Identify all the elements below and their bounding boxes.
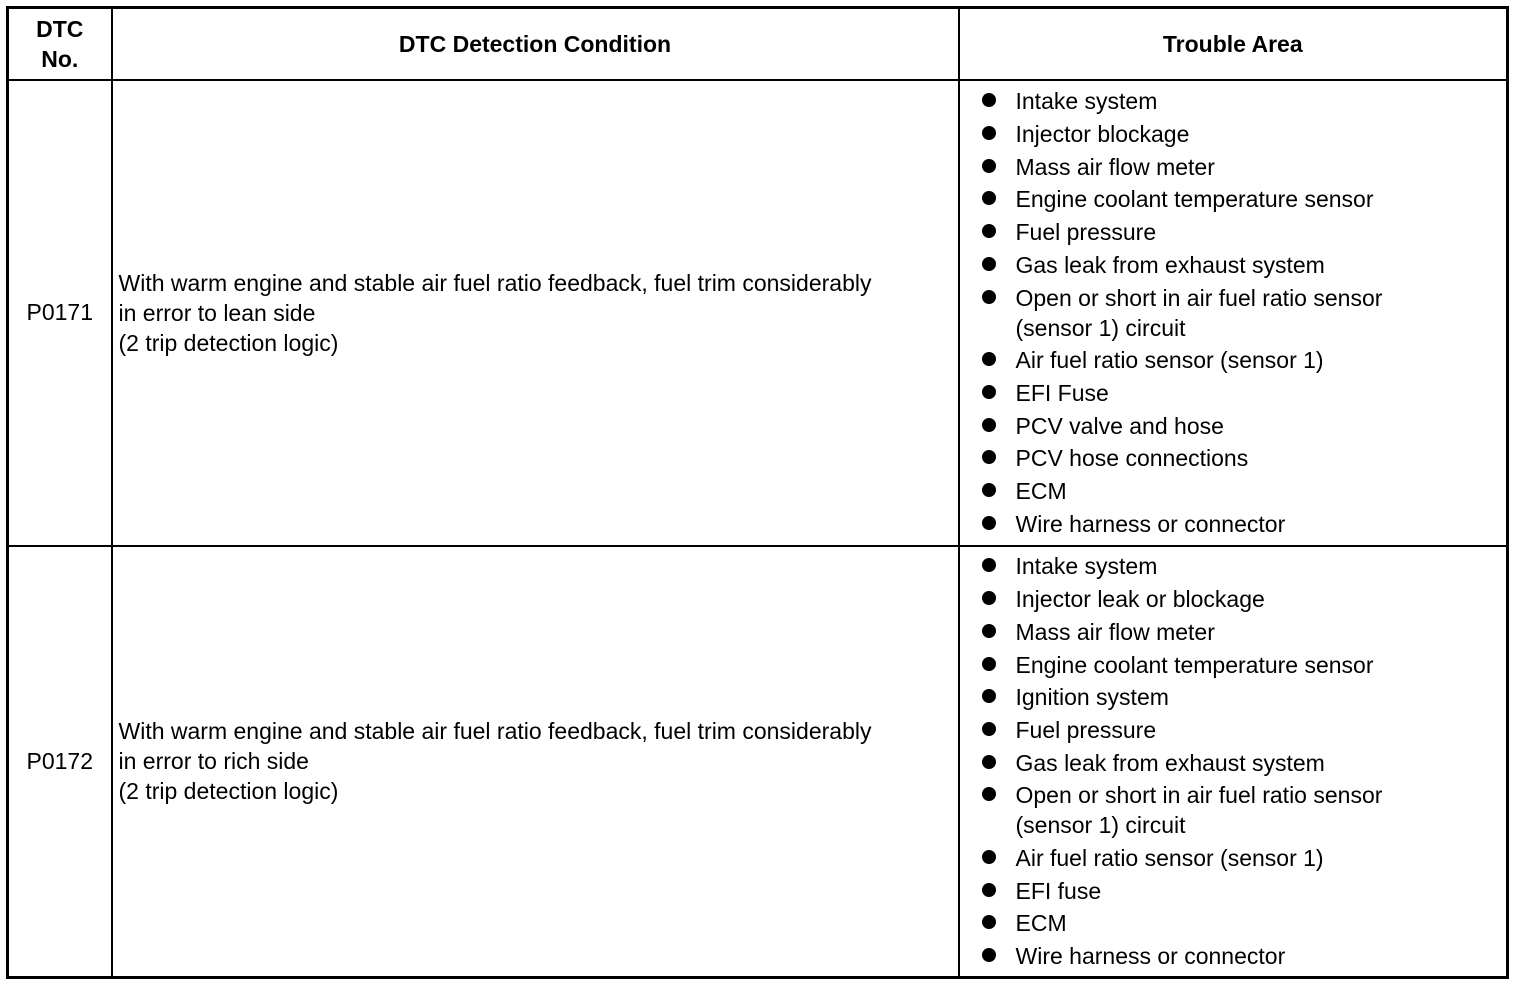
bullet-icon xyxy=(982,915,996,929)
bullet-icon xyxy=(982,450,996,464)
list-item: Wire harness or connector xyxy=(982,941,1497,971)
bullet-icon xyxy=(982,159,996,173)
header-dtc-no-line2: No. xyxy=(41,45,79,72)
trouble-area-list xyxy=(982,551,1497,971)
list-item: EFI fuse xyxy=(982,876,1497,906)
bullet-icon xyxy=(982,948,996,962)
bullet-icon xyxy=(982,93,996,107)
bullet-icon xyxy=(982,290,996,304)
bullet-icon xyxy=(982,624,996,638)
bullet-icon xyxy=(982,126,996,140)
bullet-icon xyxy=(982,191,996,205)
list-item: PCV hose connections xyxy=(982,443,1497,473)
list-item: Gas leak from exhaust system xyxy=(982,748,1497,778)
dtc-code-cell: P0172 xyxy=(8,546,112,978)
list-item: Fuel pressure xyxy=(982,715,1497,745)
bullet-icon xyxy=(982,657,996,671)
list-item: Injector leak or blockage xyxy=(982,584,1497,614)
list-item: Gas leak from exhaust system xyxy=(982,250,1497,280)
bullet-icon xyxy=(982,385,996,399)
header-trouble-area: Trouble Area xyxy=(959,8,1508,80)
header-dtc-no xyxy=(8,8,112,80)
header-condition: DTC Detection Condition xyxy=(112,8,959,80)
list-item: Engine coolant temperature sensor xyxy=(982,650,1497,680)
condition-cell xyxy=(112,546,959,978)
condition-line: (2 trip detection logic) xyxy=(118,778,339,805)
bullet-icon xyxy=(982,418,996,432)
list-item: Air fuel ratio sensor (sensor 1) xyxy=(982,345,1497,375)
header-row xyxy=(8,8,1508,80)
bullet-icon xyxy=(982,787,996,801)
bullet-icon xyxy=(982,850,996,864)
bullet-icon xyxy=(982,722,996,736)
list-item: Intake system xyxy=(982,86,1497,116)
bullet-icon xyxy=(982,352,996,366)
list-item: Open or short in air fuel ratio sensor (sensor 1) circuit xyxy=(982,283,1436,343)
condition-line: in error to lean side xyxy=(118,299,316,326)
condition-cell xyxy=(112,80,959,546)
bullet-icon xyxy=(982,883,996,897)
list-item: Wire harness or connector xyxy=(982,509,1497,539)
trouble-area-cell xyxy=(959,80,1508,546)
list-item: Open or short in air fuel ratio sensor (sensor 1) circuit xyxy=(982,780,1436,840)
list-item: EFI Fuse xyxy=(982,378,1497,408)
trouble-area-cell xyxy=(959,546,1508,978)
dtc-code-cell: P0171 xyxy=(8,80,112,546)
bullet-icon xyxy=(982,257,996,271)
table-row xyxy=(8,546,1508,978)
list-item: Ignition system xyxy=(982,682,1497,712)
list-item: PCV valve and hose xyxy=(982,411,1497,441)
list-item: Fuel pressure xyxy=(982,217,1497,247)
list-item: Injector blockage xyxy=(982,119,1497,149)
table-row xyxy=(8,80,1508,546)
list-item: ECM xyxy=(982,908,1497,938)
condition-line: With warm engine and stable air fuel ratio feedback, fuel trim considerably xyxy=(118,718,872,745)
condition-line: in error to rich side xyxy=(118,748,309,775)
list-item: Engine coolant temperature sensor xyxy=(982,184,1497,214)
trouble-area-list xyxy=(982,86,1497,538)
bullet-icon xyxy=(982,558,996,572)
condition-line: With warm engine and stable air fuel ratio feedback, fuel trim considerably xyxy=(118,269,872,296)
header-dtc-no-line1: DTC xyxy=(36,15,84,42)
bullet-icon xyxy=(982,224,996,238)
dtc-table xyxy=(6,6,1509,979)
list-item: Intake system xyxy=(982,551,1497,581)
list-item: Air fuel ratio sensor (sensor 1) xyxy=(982,843,1497,873)
list-item: Mass air flow meter xyxy=(982,152,1497,182)
dtc-table-container xyxy=(6,6,1506,976)
condition-line: (2 trip detection logic) xyxy=(118,329,339,356)
bullet-icon xyxy=(982,689,996,703)
bullet-icon xyxy=(982,516,996,530)
list-item: Mass air flow meter xyxy=(982,617,1497,647)
bullet-icon xyxy=(982,591,996,605)
bullet-icon xyxy=(982,755,996,769)
list-item: ECM xyxy=(982,476,1497,506)
bullet-icon xyxy=(982,483,996,497)
